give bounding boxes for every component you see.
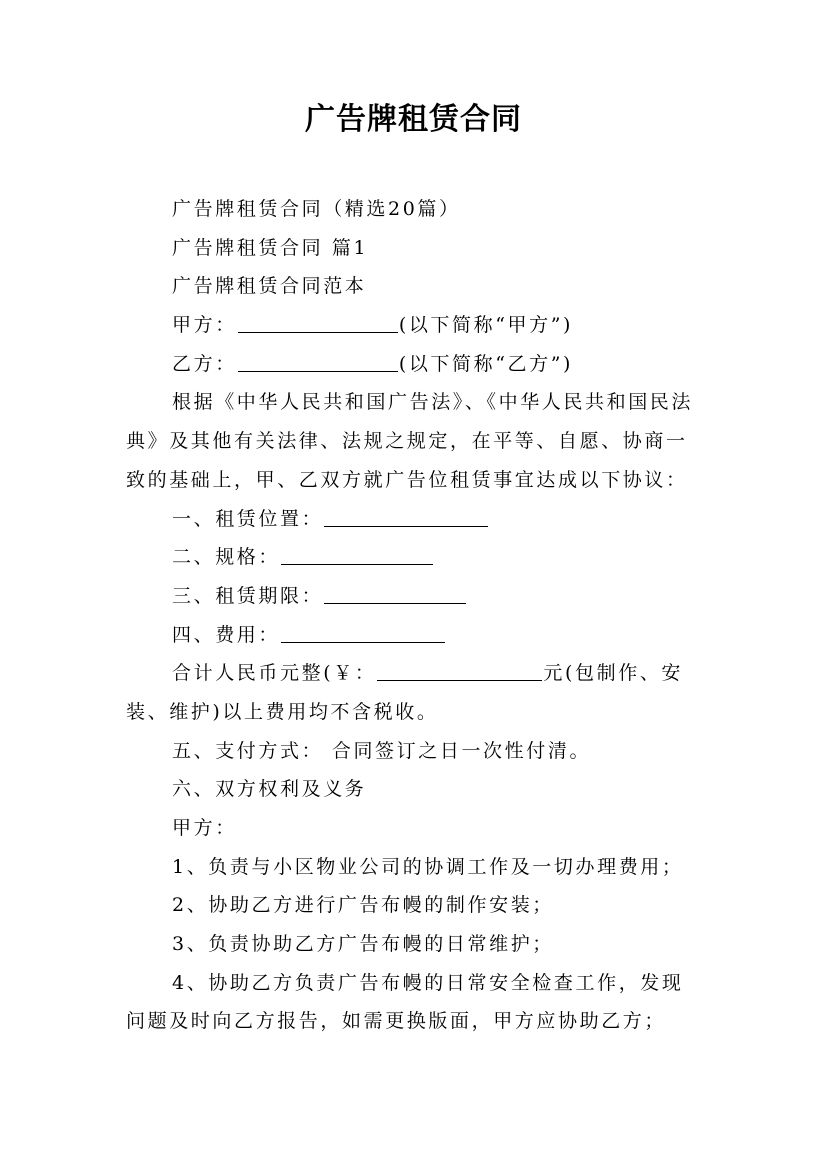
- document-title: 广告牌租赁合同: [305, 102, 522, 137]
- paragraph-line: 五、支付方式： 合同签订之日一次性付清。: [172, 739, 592, 762]
- list-item: 1、负责与小区物业公司的协调工作及一切办理费用；: [172, 855, 684, 878]
- total-line: [126, 654, 706, 693]
- fill-blank: [238, 331, 398, 333]
- clause-line: [126, 577, 706, 616]
- paragraph-line: 广告牌租赁合同（精选20篇）: [172, 198, 461, 220]
- party-a-note: (以下简称“甲方”): [398, 314, 574, 337]
- total-note: 元(包制作、安: [543, 662, 684, 685]
- paragraph-line: 根据《中华人民共和国广告法》、《中华人民共和国民法: [172, 391, 694, 414]
- party-a-label: 甲方：: [172, 314, 237, 337]
- clause-label: 四、费用：: [172, 623, 281, 646]
- fill-blank: [238, 370, 398, 372]
- list-item: 3、负责协助乙方广告布幔的日常维护；: [172, 933, 554, 956]
- paragraph-line: 广告牌租赁合同 篇1: [172, 236, 369, 259]
- paragraph-line: 广告牌租赁合同范本: [172, 275, 367, 298]
- total-label: 合计人民币元整(￥：: [172, 662, 377, 685]
- fill-blank: [281, 641, 445, 643]
- paragraph-line: 典》及其他有关法律、法规之规定，在平等、自愿、协商一: [126, 430, 688, 453]
- party-b-label: 乙方：: [172, 352, 237, 375]
- clause-line: [126, 538, 706, 577]
- clause-line: [126, 616, 706, 655]
- clause-label: 一、租赁位置：: [172, 507, 324, 530]
- paragraph-line: 致的基础上，甲、乙双方就广告位租赁事宜达成以下协议：: [126, 468, 688, 491]
- document-body: [126, 190, 706, 1041]
- paragraph-line: 装、维护)以上费用均不含税收。: [126, 700, 439, 723]
- fill-blank: [377, 679, 542, 681]
- paragraph-line: 甲方：: [172, 817, 237, 839]
- paragraph-line: 六、双方权利及义务: [172, 778, 367, 801]
- clause-label: 二、规格：: [172, 546, 281, 569]
- fill-blank: [324, 602, 466, 604]
- party-b-note: (以下简称“乙方”): [398, 352, 574, 375]
- fill-blank: [281, 563, 433, 565]
- clause-label: 三、租赁期限：: [172, 584, 324, 607]
- party-a-line: [126, 306, 706, 345]
- party-b-line: [126, 345, 706, 384]
- list-item: 2、协助乙方进行广告布幔的制作安装；: [172, 894, 554, 917]
- clause-line: [126, 500, 706, 539]
- fill-blank: [324, 525, 488, 527]
- list-item: 问题及时向乙方报告，如需更换版面，甲方应协助乙方；: [126, 1010, 667, 1033]
- list-item: 4、协助乙方负责广告布幔的日常安全检查工作，发现: [172, 971, 684, 994]
